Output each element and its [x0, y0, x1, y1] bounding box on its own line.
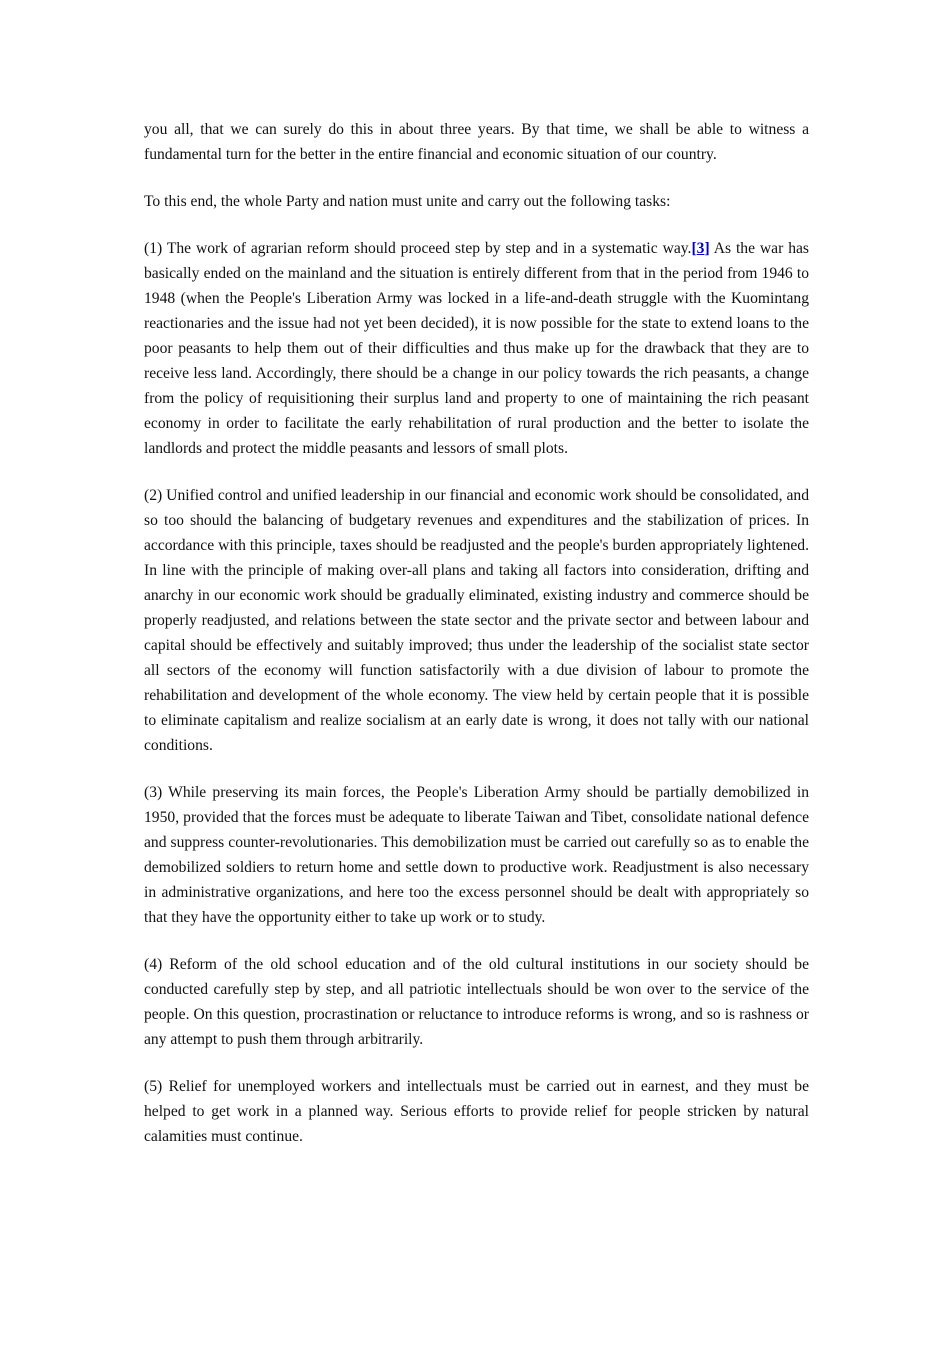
paragraph-task-4-education-reform: (4) Reform of the old school education and of the old cultural institutions in our society should be conducted carefully step by step, and all patriotic intellectuals should be won over to the service of the people. On this question, procrastination or reluctance to introduce reforms is wrong, and so is rashness or any attempt to push them through arbitrarily.	[144, 956, 809, 1048]
footnote-close-bracket: ]	[704, 240, 710, 257]
footnote-open-bracket: [	[691, 240, 697, 257]
paragraph-continuation: you all, that we can surely do this in about three years. By that time, we shall be able to witness a fundamental turn for the better in the entire financial and economic situation of our country.	[144, 121, 809, 163]
paragraph-task-5-relief: (5) Relief for unemployed workers and intellectuals must be carried out in earnest, and they must be helped to get work in a planned way. Serious efforts to provide relief for people stricken by natural calamities must continue.	[144, 1078, 809, 1145]
task-1-text-rest: As the war has basically ended on the mainland and the situation is entirely different from that in the period from 1946 to 1948 (when the People's Liberation Army was locked in a life-and-death struggle with the Kuomintang reactionaries and the issue had not yet been decided), it is now possible for the state to extend loans to the poor peasants to help them out of their difficulties and thus make up for the drawback that they are to receive less land. Accordingly, there should be a change in our policy towards the rich peasants, a change from the policy of requisitioning their surplus land and property to one of maintaining the rich peasant economy in order to facilitate the early rehabilitation of rural production and the better to isolate the landlords and protect the middle peasants and lessors of small plots.	[144, 240, 810, 457]
paragraph-task-3-demobilization: (3) While preserving its main forces, the People's Liberation Army should be partially demobilized in 1950, provided that the forces must be adequate to liberate Taiwan and Tibet, consolidate national defence and suppress counter-revolutionaries. This demobilization must be carried out carefully so as to enable the demobilized soldiers to return home and settle down to productive work. Readjustment is also necessary in administrative organizations, and here too the excess personnel should be dealt with appropriately so that they have the opportunity either to take up work or to study.	[144, 784, 809, 926]
paragraph-tasks-intro: To this end, the whole Party and nation must unite and carry out the following tasks:	[144, 193, 671, 210]
document-body	[144, 117, 809, 1149]
paragraph-task-2-financial-control: (2) Unified control and unified leadership in our financial and economic work should be consolidated, and so too should the balancing of budgetary revenues and expenditures and the stabilization of prices. In accordance with this principle, taxes should be readjusted and the people's burden appropriately lightened. In line with the principle of making over-all plans and taking all factors into consideration, drifting and anarchy in our economic work should be gradually eliminated, existing industry and commerce should be properly readjusted, and relations between the state sector and the private sector and between labour and capital should be effectively and suitably improved; thus under the leadership of the socialist state sector all sectors of the economy will function satisfactorily with a due division of labour to promote the rehabilitation and development of the whole economy. The view held by certain people that it is possible to eliminate capitalism and realize socialism at an early date is wrong, it does not tally with our national conditions.	[144, 487, 809, 754]
task-1-text-start: (1) The work of agrarian reform should proceed step by step and in a systematic way.	[144, 240, 692, 257]
footnote-link-3[interactable]: 3	[696, 240, 705, 257]
paragraph-task-1-agrarian-reform	[144, 236, 809, 461]
